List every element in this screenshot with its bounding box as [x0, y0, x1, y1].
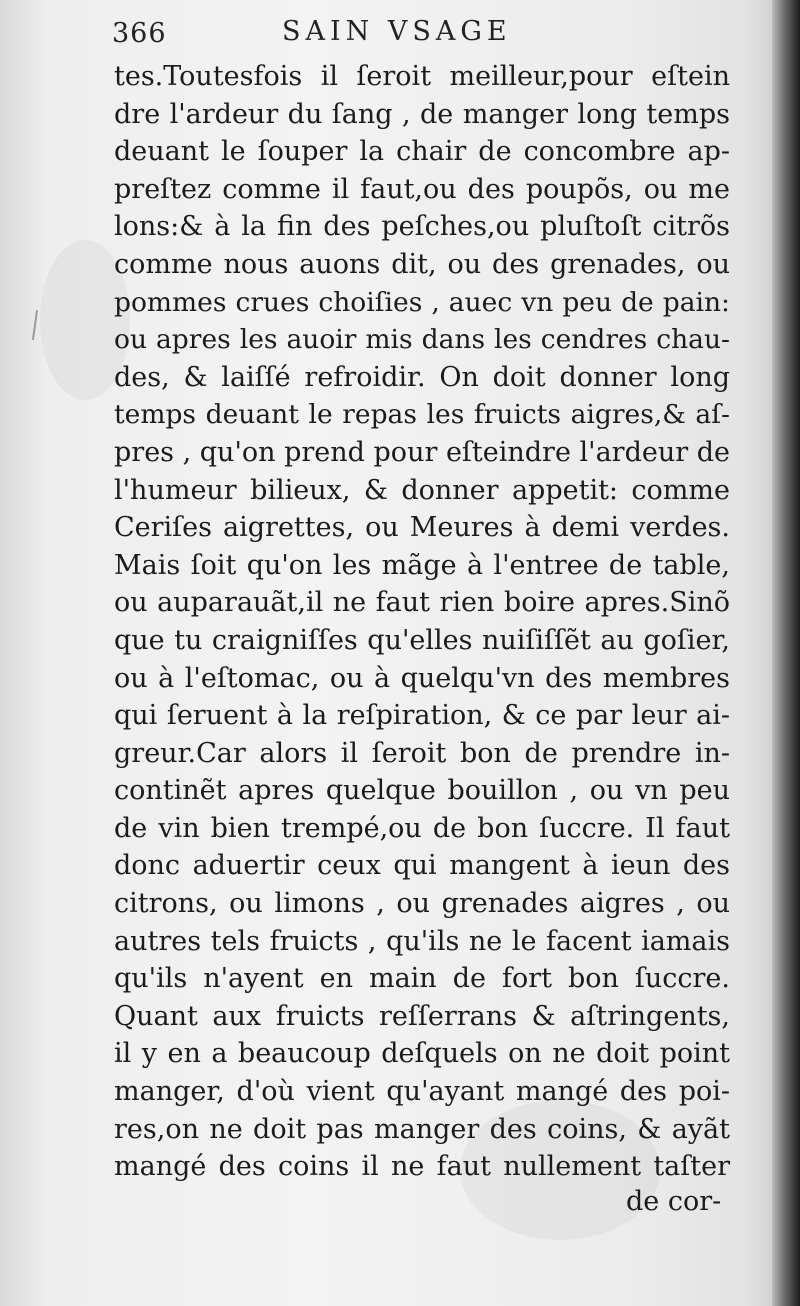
text-line: il y en a beaucoup deſquels on ne doit point — [114, 1038, 730, 1070]
catchword: de cor- — [626, 1186, 722, 1217]
text-line: qu'ils n'ayent en main de fort bon ſuccre. — [114, 963, 730, 995]
text-line: manger, d'où vient qu'ayant mangé des poi- — [114, 1076, 730, 1108]
text-line: de vin bien trempé,ou de bon ſuccre. Il faut — [114, 812, 730, 844]
text-line: autres tels fruicts , qu'ils ne le facent iamais — [114, 925, 730, 957]
text-line: qui ſeruent à la reſpiration, & ce par leur ai- — [114, 700, 730, 732]
text-line: temps deuant le repas les fruicts aigres,& aſ- — [114, 399, 730, 431]
text-line: tes.Toutesfois il ſeroit meilleur,pour eſtein — [114, 61, 730, 92]
text-line: l'humeur bilieux, & donner appetit: comme — [114, 474, 730, 506]
text-line: continẽt apres quelque bouillon , ou vn peu — [114, 775, 730, 807]
text-line: preſtez comme il faut,ou des poupõs, ou me — [114, 173, 730, 205]
text-line: ou à l'eſtomac, ou à quelqu'vn des membres — [114, 662, 730, 694]
text-line: dre l'ardeur du ſang , de manger long temps — [114, 98, 730, 130]
margin-mark — [32, 310, 38, 340]
text-line: des, & laiſſé refroidir. On doit donner long — [114, 361, 730, 393]
text-line: Mais ſoit qu'on les mãge à l'entree de table, — [114, 549, 730, 581]
text-line: res,on ne doit pas manger des coins, & ayãt — [114, 1113, 730, 1145]
text-line: ou apres les auoir mis dans les cendres chau- — [114, 324, 730, 356]
page-number: 366 — [112, 18, 167, 49]
text-line: greur.Car alors il ſeroit bon de prendre in- — [114, 737, 730, 769]
text-line: que tu craigniſſes qu'elles nuiſiſſẽt au goſier, — [114, 624, 730, 656]
text-line: ou auparauãt,il ne faut rien boire apres.Sinõ — [114, 587, 730, 619]
text-line: mangé des coins il ne faut nullement taſter — [114, 1151, 730, 1183]
text-line: pommes crues choiſies , auec vn peu de pain: — [114, 286, 730, 318]
body-text — [114, 58, 730, 1186]
text-line: Ceriſes aigrettes, ou Meures à demi verdes. — [114, 512, 730, 544]
text-line: pres , qu'on prend pour eſteindre l'ardeur de — [114, 436, 730, 468]
text-line: lons:& à la fin des peſches,ou pluſtoſt citrõs — [114, 211, 730, 243]
text-line: Quant aux fruicts reſſerrans & aſtringents, — [114, 1000, 730, 1032]
text-line: citrons, ou limons , ou grenades aigres , ou — [114, 888, 730, 920]
text-line: deuant le ſouper la chair de concombre ap- — [114, 136, 730, 168]
running-head: SAIN VSAGE — [282, 16, 512, 47]
text-line: donc aduertir ceux qui mangent à ieun des — [114, 850, 730, 882]
gutter-shadow — [772, 0, 800, 1306]
text-line: comme nous auons dit, ou des grenades, ou — [114, 248, 730, 280]
